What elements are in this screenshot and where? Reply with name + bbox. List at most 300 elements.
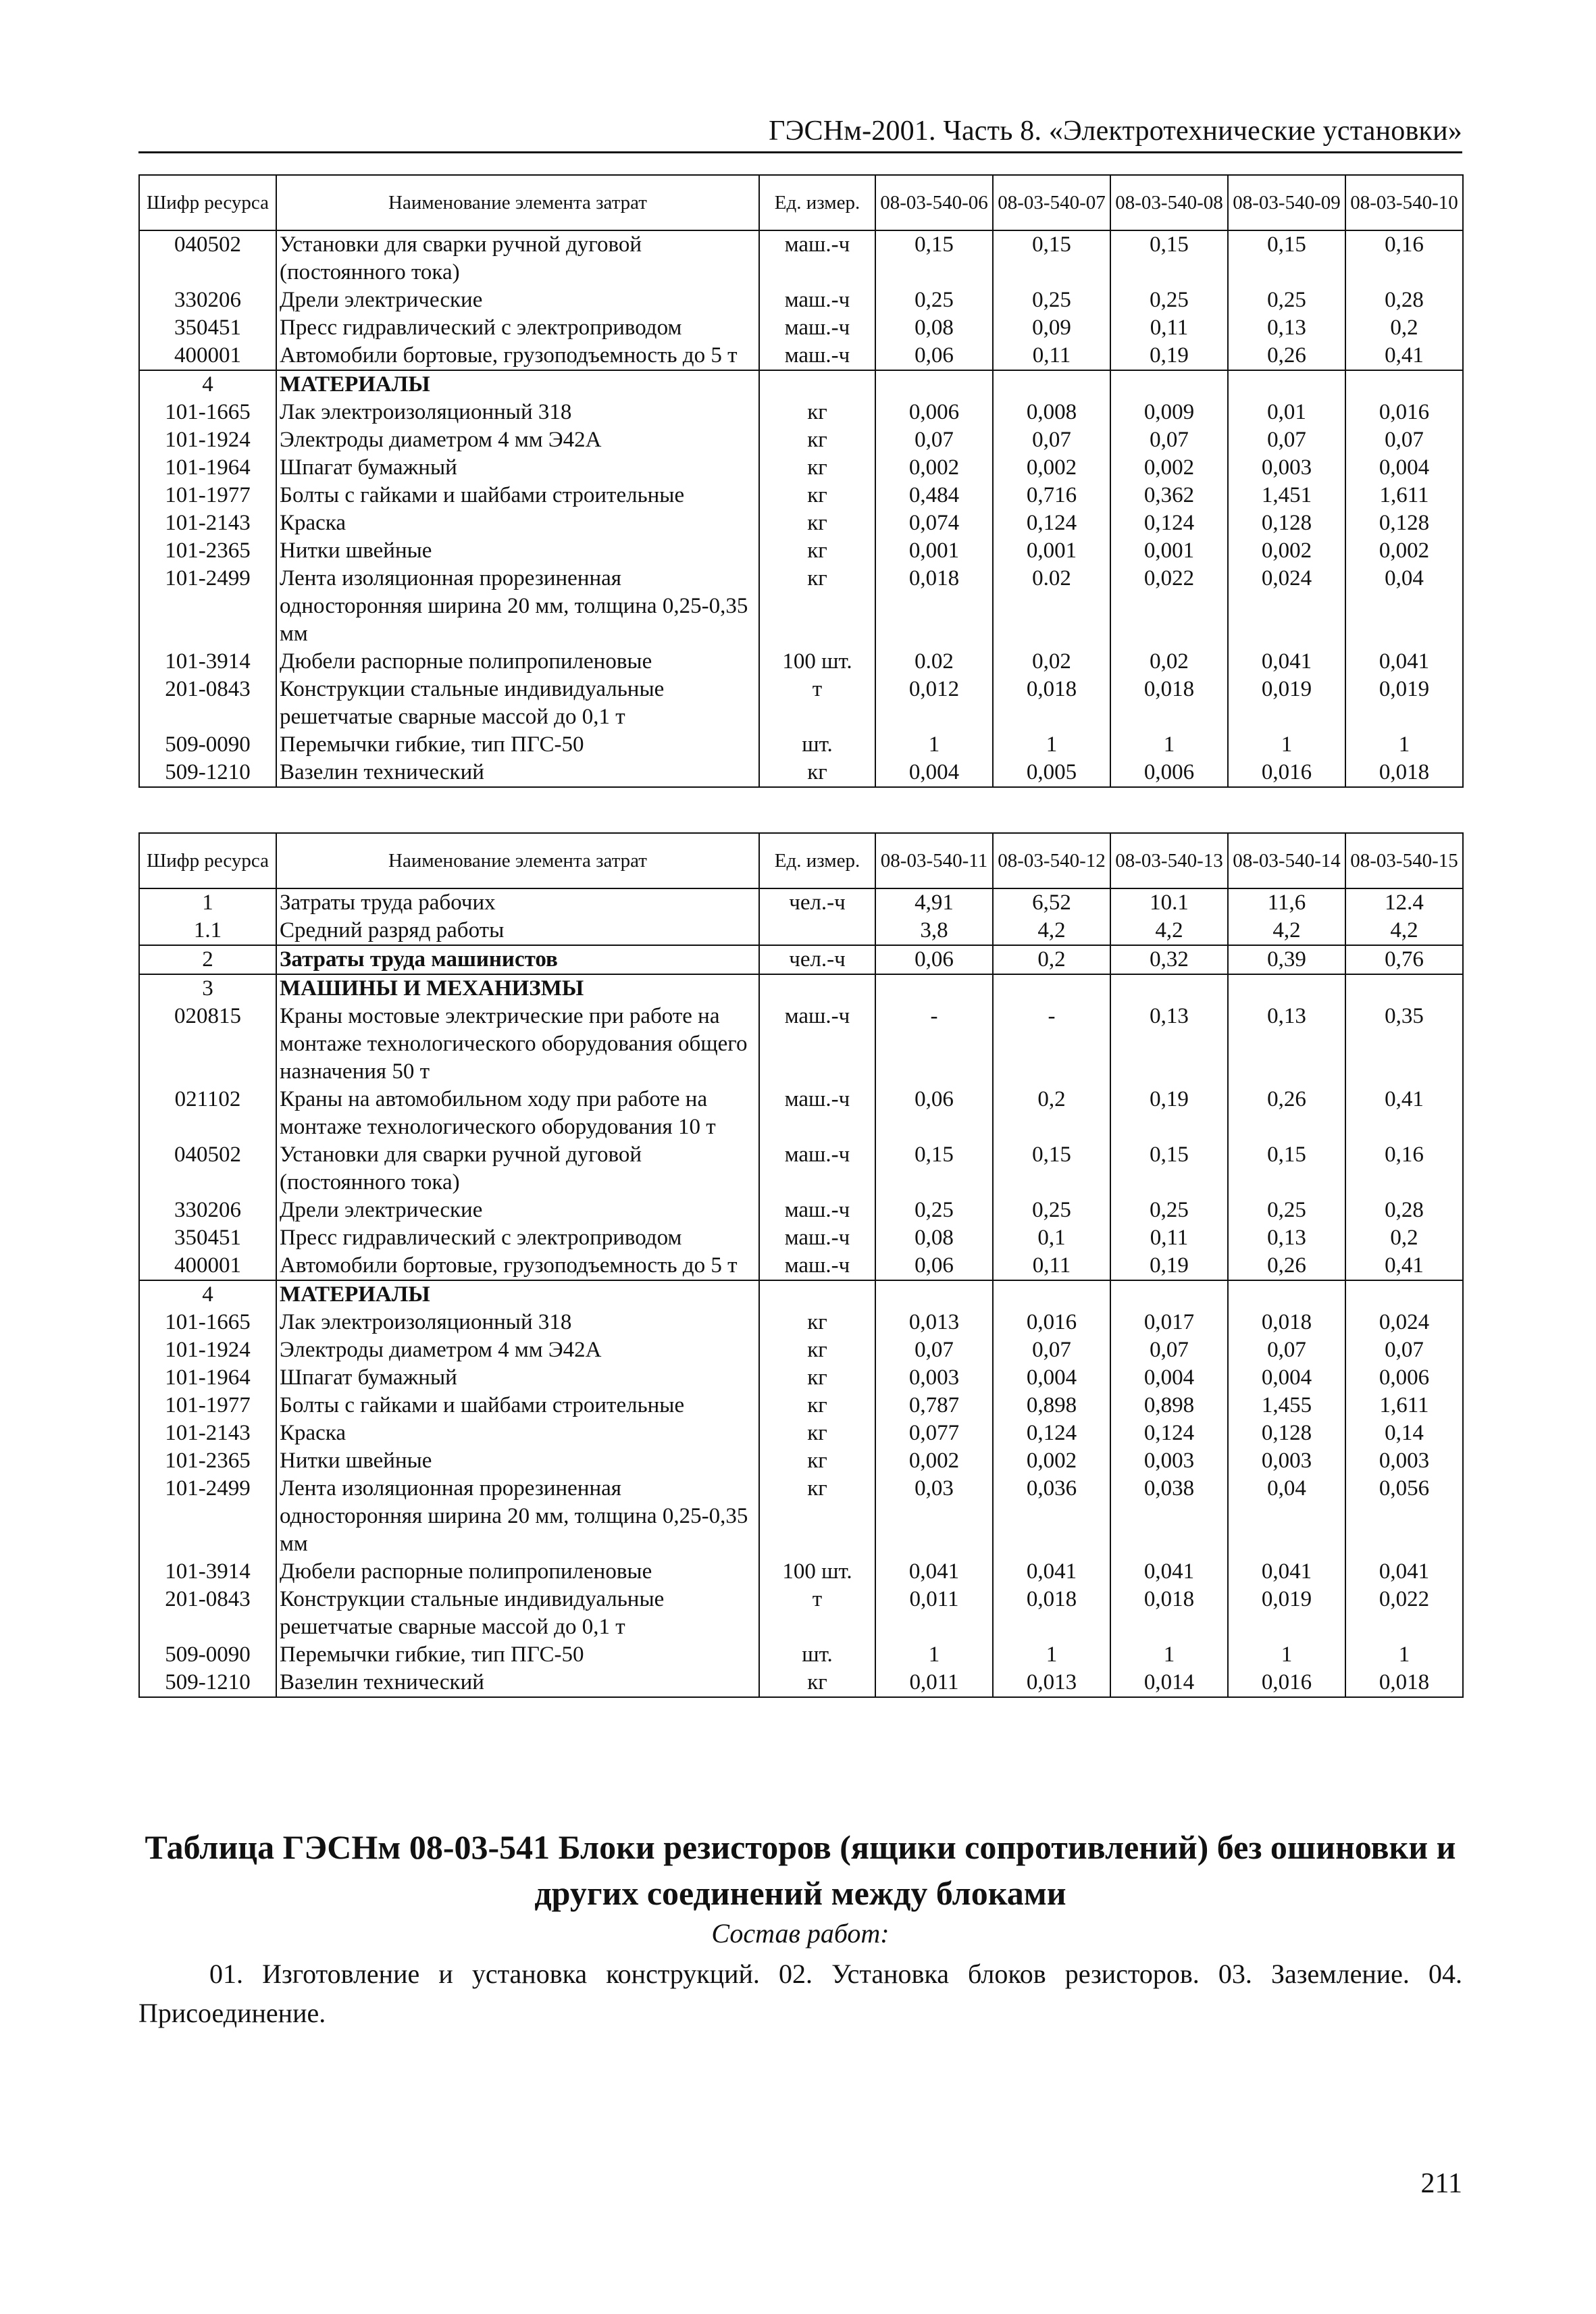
norm-value: 0,19 [1110, 1086, 1228, 1141]
unit-of-measure: кг [759, 537, 875, 565]
norm-value: 12.4 [1345, 888, 1463, 917]
table-row [139, 1003, 1463, 1086]
norm-value [1110, 974, 1228, 1003]
norm-value: 0,09 [993, 314, 1110, 342]
running-header [138, 114, 1462, 153]
cost-element-name: Пресс гидравлический с электроприводом [276, 1224, 759, 1252]
cost-element-name: МАТЕРИАЛЫ [276, 370, 759, 399]
norm-value: 0,004 [993, 1364, 1110, 1392]
cost-element-name: Установки для сварки ручной дуговой (постоянного тока) [276, 230, 759, 286]
norm-value: 0,003 [875, 1364, 993, 1392]
resource-code: 201-0843 [139, 676, 276, 731]
norm-value: 0,41 [1345, 1086, 1463, 1141]
cost-element-name: Дрели электрические [276, 286, 759, 314]
norm-value: 0,016 [1228, 759, 1345, 787]
norm-value: 0,041 [1228, 648, 1345, 676]
norm-value: 0,128 [1228, 509, 1345, 537]
table-row [139, 1309, 1463, 1336]
unit-of-measure: кг [759, 1392, 875, 1419]
cost-element-name: Электроды диаметром 4 мм Э42А [276, 426, 759, 454]
norm-value: 0,002 [1110, 454, 1228, 482]
resource-code: 350451 [139, 314, 276, 342]
table-row [139, 1558, 1463, 1586]
norm-value: 0,002 [1345, 537, 1463, 565]
cost-element-name: Вазелин технический [276, 1669, 759, 1697]
norm-value: 1,611 [1345, 482, 1463, 509]
column-header: 08-03-540-11 [875, 833, 993, 888]
norm-value: 1 [1110, 1641, 1228, 1669]
unit-of-measure [759, 370, 875, 399]
norm-value: 0,16 [1345, 230, 1463, 286]
norm-value: 0,024 [1345, 1309, 1463, 1336]
norm-value: 4,2 [1345, 917, 1463, 945]
norm-value: 0,11 [993, 1252, 1110, 1280]
cost-element-name: Автомобили бортовые, грузоподъемность до 5 т [276, 1252, 759, 1280]
norm-value: 0,019 [1345, 676, 1463, 731]
resource-code: 400001 [139, 342, 276, 370]
unit-of-measure: кг [759, 399, 875, 426]
norm-value: 0,016 [1228, 1669, 1345, 1697]
resource-code: 040502 [139, 1141, 276, 1197]
table-row [139, 1364, 1463, 1392]
norm-value: 0,41 [1345, 342, 1463, 370]
resource-code: 101-1924 [139, 1336, 276, 1364]
norm-value: 0,25 [993, 286, 1110, 314]
norm-value: 0,35 [1345, 1003, 1463, 1086]
norm-value: 0,002 [993, 454, 1110, 482]
resource-code: 101-3914 [139, 1558, 276, 1586]
norm-value: 0,018 [993, 1586, 1110, 1641]
norm-value: 0,13 [1110, 1003, 1228, 1086]
table-row [139, 731, 1463, 759]
norm-value: 1 [1228, 1641, 1345, 1669]
norm-value: 0,11 [1110, 1224, 1228, 1252]
norm-value: 0,06 [875, 945, 993, 974]
norm-value: 0,898 [993, 1392, 1110, 1419]
norm-value: 0,018 [1110, 676, 1228, 731]
resource-code: 101-2499 [139, 1475, 276, 1558]
norm-value: 0.02 [993, 565, 1110, 648]
cost-element-name: Шпагат бумажный [276, 454, 759, 482]
norm-value: 0,25 [875, 286, 993, 314]
norm-value: 0,128 [1228, 1419, 1345, 1447]
norm-value: 0,128 [1345, 509, 1463, 537]
unit-of-measure: кг [759, 759, 875, 787]
norm-value: 0,11 [1110, 314, 1228, 342]
norm-value: 0,07 [1345, 1336, 1463, 1364]
table-row [139, 286, 1463, 314]
norm-value: 0,019 [1228, 676, 1345, 731]
norm-value: 0,26 [1228, 1252, 1345, 1280]
table-row [139, 1197, 1463, 1224]
norm-value: 0,02 [993, 648, 1110, 676]
resource-code: 509-0090 [139, 1641, 276, 1669]
cost-element-name: МАТЕРИАЛЫ [276, 1280, 759, 1309]
resource-code: 509-1210 [139, 759, 276, 787]
norm-value [1110, 370, 1228, 399]
cost-element-name: Дюбели распорные полипропиленовые [276, 1558, 759, 1586]
table-row [139, 759, 1463, 787]
norm-value: 0,074 [875, 509, 993, 537]
norm-value: 0,25 [1110, 1197, 1228, 1224]
resource-code: 201-0843 [139, 1586, 276, 1641]
norm-value: 0,15 [1110, 1141, 1228, 1197]
cost-element-name: Лак электроизоляционный 318 [276, 399, 759, 426]
norm-value: 4,91 [875, 888, 993, 917]
norm-value: 0,07 [875, 1336, 993, 1364]
table-row [139, 1336, 1463, 1364]
norm-value: 0,08 [875, 314, 993, 342]
unit-of-measure: шт. [759, 731, 875, 759]
norm-value: 0,022 [1345, 1586, 1463, 1641]
norm-value: 0,016 [1345, 399, 1463, 426]
norm-value [875, 974, 993, 1003]
table-row [139, 888, 1463, 917]
column-header: Шифр ресурса [139, 833, 276, 888]
norm-value [1228, 1280, 1345, 1309]
unit-of-measure: шт. [759, 1641, 875, 1669]
norm-value: 0,006 [1110, 759, 1228, 787]
norm-value: 0,041 [1228, 1558, 1345, 1586]
norm-value: 4,2 [1228, 917, 1345, 945]
table-row [139, 1641, 1463, 1669]
norm-value: 0,19 [1110, 342, 1228, 370]
norm-value: 0,013 [875, 1309, 993, 1336]
norm-value: 6,52 [993, 888, 1110, 917]
cost-element-name: Краска [276, 509, 759, 537]
norm-value: 11,6 [1228, 888, 1345, 917]
norm-value: 1 [993, 731, 1110, 759]
norm-value: 0,003 [1228, 1447, 1345, 1475]
norm-value: 0,15 [993, 230, 1110, 286]
norm-value: 0,1 [993, 1224, 1110, 1252]
cost-element-name: Перемычки гибкие, тип ПГС-50 [276, 731, 759, 759]
norm-value: 0,001 [875, 537, 993, 565]
norm-value: 0,002 [1228, 537, 1345, 565]
cost-element-name: Затраты труда рабочих [276, 888, 759, 917]
norm-value: 0,001 [1110, 537, 1228, 565]
norm-value: 0,14 [1345, 1419, 1463, 1447]
norm-value: 0,16 [1345, 1141, 1463, 1197]
norm-value: 0,07 [1110, 1336, 1228, 1364]
unit-of-measure: кг [759, 482, 875, 509]
cost-element-name: Лента изоляционная прорезиненная односторонняя ширина 20 мм, толщина 0,25-0,35 мм [276, 1475, 759, 1558]
unit-of-measure: 100 шт. [759, 1558, 875, 1586]
column-header: 08-03-540-14 [1228, 833, 1345, 888]
unit-of-measure: маш.-ч [759, 342, 875, 370]
unit-of-measure: кг [759, 1309, 875, 1336]
norm-value: 0,716 [993, 482, 1110, 509]
unit-of-measure: маш.-ч [759, 1197, 875, 1224]
norm-value: 1 [1345, 1641, 1463, 1669]
unit-of-measure: т [759, 676, 875, 731]
norm-value: 0,39 [1228, 945, 1345, 974]
resource-code: 101-2365 [139, 537, 276, 565]
unit-of-measure: маш.-ч [759, 314, 875, 342]
cost-element-name: Нитки швейные [276, 537, 759, 565]
norm-value: 0,002 [875, 1447, 993, 1475]
resource-code: 4 [139, 370, 276, 399]
resource-code: 101-1964 [139, 1364, 276, 1392]
cost-element-name: Краны мостовые электрические при работе на монтаже технологического оборудования общего назначения 50 т [276, 1003, 759, 1086]
norm-value: 0,26 [1228, 1086, 1345, 1141]
column-header: 08-03-540-06 [875, 175, 993, 230]
resource-code: 020815 [139, 1003, 276, 1086]
column-header: Ед. измер. [759, 175, 875, 230]
table-row [139, 314, 1463, 342]
norm-value: 0,08 [875, 1224, 993, 1252]
unit-of-measure: кг [759, 1475, 875, 1558]
cost-element-name: Краска [276, 1419, 759, 1447]
norm-value: 0,018 [993, 676, 1110, 731]
table-row [139, 1392, 1463, 1419]
norm-value: 0,041 [1345, 1558, 1463, 1586]
page-number: 211 [1420, 2168, 1462, 2199]
norm-value: 0,004 [1228, 1364, 1345, 1392]
cost-element-name: Пресс гидравлический с электроприводом [276, 314, 759, 342]
resource-code: 101-2365 [139, 1447, 276, 1475]
norm-value: 0,04 [1345, 565, 1463, 648]
table-row [139, 426, 1463, 454]
norm-value [1110, 1280, 1228, 1309]
table-row [139, 565, 1463, 648]
norm-value: 10.1 [1110, 888, 1228, 917]
resource-code: 3 [139, 974, 276, 1003]
table-row [139, 1586, 1463, 1641]
unit-of-measure: кг [759, 1669, 875, 1697]
norm-value: 1 [1345, 731, 1463, 759]
table-row [139, 1669, 1463, 1697]
resource-code: 2 [139, 945, 276, 974]
cost-element-name: Средний разряд работы [276, 917, 759, 945]
norm-value: 0,016 [993, 1309, 1110, 1336]
column-header: Наименование элемента затрат [276, 833, 759, 888]
resource-table-540-06-10 [138, 174, 1464, 788]
norm-value: 0,13 [1228, 314, 1345, 342]
table-row [139, 917, 1463, 945]
cost-element-name: Перемычки гибкие, тип ПГС-50 [276, 1641, 759, 1669]
norm-value: 4,2 [993, 917, 1110, 945]
norm-value: 0,07 [1228, 426, 1345, 454]
resource-code: 101-3914 [139, 648, 276, 676]
cost-element-name: Лак электроизоляционный 318 [276, 1309, 759, 1336]
cost-element-name: Вазелин технический [276, 759, 759, 787]
table-row [139, 454, 1463, 482]
resource-code: 101-1665 [139, 1309, 276, 1336]
norm-value [993, 370, 1110, 399]
unit-of-measure: кг [759, 565, 875, 648]
cost-element-name: Болты с гайками и шайбами строительные [276, 1392, 759, 1419]
norm-value: 0,018 [1110, 1586, 1228, 1641]
cost-element-name: Болты с гайками и шайбами строительные [276, 482, 759, 509]
norm-value: 0,003 [1228, 454, 1345, 482]
norm-value: 0,011 [875, 1586, 993, 1641]
norm-value: 0,024 [1228, 565, 1345, 648]
resource-code: 040502 [139, 230, 276, 286]
unit-of-measure: маш.-ч [759, 1086, 875, 1141]
resource-code: 4 [139, 1280, 276, 1309]
norm-value: 0,07 [993, 1336, 1110, 1364]
norm-value: 0,124 [1110, 509, 1228, 537]
table-row [139, 1475, 1463, 1558]
norm-value: 0,002 [993, 1447, 1110, 1475]
table-row [139, 399, 1463, 426]
column-header: 08-03-540-15 [1345, 833, 1463, 888]
norm-value: 0,018 [1345, 759, 1463, 787]
unit-of-measure: кг [759, 454, 875, 482]
column-header: 08-03-540-08 [1110, 175, 1228, 230]
table-row [139, 230, 1463, 286]
norm-value: 0,036 [993, 1475, 1110, 1558]
cost-element-name: Дюбели распорные полипропиленовые [276, 648, 759, 676]
norm-value: 0,003 [1345, 1447, 1463, 1475]
norm-value [875, 370, 993, 399]
norm-value: 0,06 [875, 1086, 993, 1141]
cost-element-name: Лента изоляционная прорезиненная односторонняя ширина 20 мм, толщина 0,25-0,35 мм [276, 565, 759, 648]
table-row [139, 648, 1463, 676]
norm-value: 0,077 [875, 1419, 993, 1447]
norm-value: 0,26 [1228, 342, 1345, 370]
norm-value: 0,41 [1345, 1252, 1463, 1280]
unit-of-measure [759, 917, 875, 945]
section-title: Таблица ГЭСНм 08-03-541 Блоки резисторов (ящики сопротивлений) без ошиновки и других соединений между блоками [145, 1828, 1456, 1912]
resource-code: 330206 [139, 286, 276, 314]
norm-value: 0,32 [1110, 945, 1228, 974]
unit-of-measure: маш.-ч [759, 1252, 875, 1280]
norm-value: 0,76 [1345, 945, 1463, 974]
cost-element-name: Нитки швейные [276, 1447, 759, 1475]
norm-value: 0,25 [993, 1197, 1110, 1224]
resource-code: 350451 [139, 1224, 276, 1252]
norm-value: 0,056 [1345, 1475, 1463, 1558]
norm-value: - [993, 1003, 1110, 1086]
norm-value: 0,019 [1228, 1586, 1345, 1641]
norm-value: 1 [1228, 731, 1345, 759]
norm-value [875, 1280, 993, 1309]
norm-value: 1 [1110, 731, 1228, 759]
norm-value: 0,15 [875, 230, 993, 286]
norm-value: 1 [993, 1641, 1110, 1669]
table-row [139, 509, 1463, 537]
resource-code: 021102 [139, 1086, 276, 1141]
norm-value [1345, 1280, 1463, 1309]
column-header: 08-03-540-07 [993, 175, 1110, 230]
norm-value: 0,28 [1345, 286, 1463, 314]
unit-of-measure [759, 1280, 875, 1309]
cost-element-name: Конструкции стальные индивидуальные решетчатые сварные массой до 0,1 т [276, 1586, 759, 1641]
norm-value: 0,008 [993, 399, 1110, 426]
unit-of-measure: кг [759, 426, 875, 454]
norm-value [1345, 974, 1463, 1003]
norm-value: 0,124 [993, 509, 1110, 537]
norm-value: 0,002 [875, 454, 993, 482]
norm-value: 0,014 [1110, 1669, 1228, 1697]
norm-value: 0,018 [1345, 1669, 1463, 1697]
norm-value: 0,898 [1110, 1392, 1228, 1419]
norm-value: 0,06 [875, 342, 993, 370]
norm-value: 0,07 [993, 426, 1110, 454]
norm-value: 0,07 [1345, 426, 1463, 454]
norm-value: 0,07 [875, 426, 993, 454]
cost-element-name: Дрели электрические [276, 1197, 759, 1224]
norm-value: 1,451 [1228, 482, 1345, 509]
column-header: Шифр ресурса [139, 175, 276, 230]
unit-of-measure: кг [759, 509, 875, 537]
unit-of-measure: маш.-ч [759, 286, 875, 314]
unit-of-measure: 100 шт. [759, 648, 875, 676]
works-description: 01. Изготовление и установка конструкций. 02. Установка блоков резисторов. 03. Заземление. 04. Присоединение. [138, 1959, 1462, 2028]
unit-of-measure: кг [759, 1364, 875, 1392]
resource-code: 101-1977 [139, 1392, 276, 1419]
unit-of-measure: кг [759, 1419, 875, 1447]
norm-value: 0,005 [993, 759, 1110, 787]
norm-value: 0,15 [993, 1141, 1110, 1197]
section-row [139, 945, 1463, 974]
norm-value: 0,2 [993, 945, 1110, 974]
norm-value: 0,19 [1110, 1252, 1228, 1280]
norm-value: 0,25 [875, 1197, 993, 1224]
resource-code: 509-1210 [139, 1669, 276, 1697]
unit-of-measure: маш.-ч [759, 1224, 875, 1252]
norm-value: 0,13 [1228, 1224, 1345, 1252]
norm-value: 0,02 [1110, 648, 1228, 676]
norm-value: 0,018 [875, 565, 993, 648]
cost-element-name: Электроды диаметром 4 мм Э42А [276, 1336, 759, 1364]
section-row [139, 974, 1463, 1003]
norm-value: 0,003 [1110, 1447, 1228, 1475]
norm-value: 0,13 [1228, 1003, 1345, 1086]
norm-value [993, 974, 1110, 1003]
resource-code: 1.1 [139, 917, 276, 945]
norm-value: 0,001 [993, 537, 1110, 565]
norm-value: 0,04 [1228, 1475, 1345, 1558]
unit-of-measure: т [759, 1586, 875, 1641]
norm-value: 0.02 [875, 648, 993, 676]
norm-value [1345, 370, 1463, 399]
resource-code: 101-1964 [139, 454, 276, 482]
norm-value: 0,01 [1228, 399, 1345, 426]
norm-value: 0,2 [1345, 1224, 1463, 1252]
norm-value: 0,03 [875, 1475, 993, 1558]
column-header: Ед. измер. [759, 833, 875, 888]
column-header: 08-03-540-10 [1345, 175, 1463, 230]
cost-element-name: Краны на автомобильном ходу при работе на монтаже технологического оборудования 10 т [276, 1086, 759, 1141]
norm-value: 0,004 [1345, 454, 1463, 482]
cost-element-name: Конструкции стальные индивидуальные решетчатые сварные массой до 0,1 т [276, 676, 759, 731]
norm-value: 0,041 [875, 1558, 993, 1586]
table-row [139, 1086, 1463, 1141]
norm-value: 0,25 [1228, 1197, 1345, 1224]
norm-value: 0,041 [1110, 1558, 1228, 1586]
norm-value: 0,06 [875, 1252, 993, 1280]
norm-value: 0,124 [993, 1419, 1110, 1447]
table-row [139, 537, 1463, 565]
resource-code: 101-1924 [139, 426, 276, 454]
norm-value: 1 [875, 731, 993, 759]
running-title: ГЭСНм-2001. Часть 8. «Электротехнические установки» [769, 116, 1462, 147]
resource-code: 330206 [139, 1197, 276, 1224]
table-row [139, 1224, 1463, 1252]
cost-element-name: Установки для сварки ручной дуговой (постоянного тока) [276, 1141, 759, 1197]
unit-of-measure: маш.-ч [759, 1003, 875, 1086]
section-row [139, 1280, 1463, 1309]
norm-value: 0,15 [875, 1141, 993, 1197]
norm-value: 0,11 [993, 342, 1110, 370]
column-header: Наименование элемента затрат [276, 175, 759, 230]
norm-value: 1 [875, 1641, 993, 1669]
table-header-row [139, 175, 1463, 230]
table-row [139, 482, 1463, 509]
